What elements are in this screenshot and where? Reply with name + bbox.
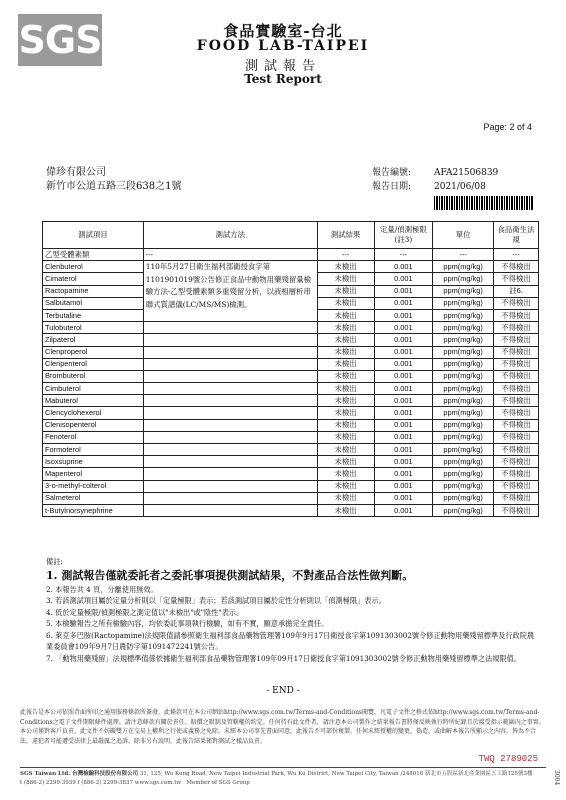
note-7: 7. 「動物用藥殘留」法規標準值係依據衛生福利部食品藥物管理署109年09月17日衛授食字第1091303002號令修正動物用藥殘留標準之法規限值。 bbox=[46, 653, 522, 663]
limit-value: 0.001 bbox=[374, 468, 433, 480]
limit-value: 0.001 bbox=[374, 285, 433, 297]
note-3: 3. 若該測試項目屬於定量分析則以「定量極限」表示；若該測試項目屬於定性分析則以「偵測極限」表示。 bbox=[46, 596, 386, 605]
law-value: 不得檢出 bbox=[494, 334, 539, 346]
limit-value: 0.001 bbox=[374, 322, 433, 334]
item-name: Fenoterol bbox=[43, 431, 144, 443]
limit-value: 0.001 bbox=[374, 419, 433, 431]
law-value: 不得檢出 bbox=[494, 261, 539, 273]
unit-value: ppm(mg/kg) bbox=[433, 370, 494, 382]
result-value: 未檢出 bbox=[317, 407, 374, 419]
unit-value: ppm(mg/kg) bbox=[433, 297, 494, 309]
item-name: Clencyclohexerol bbox=[43, 407, 144, 419]
item-name: Formoterol bbox=[43, 444, 144, 456]
footer-tel: t (886-2) 2299-3939 f (886-2) 2299-3837 www.sgs.com.tw bbox=[20, 780, 182, 786]
client-block bbox=[46, 166, 181, 194]
limit-value: 0.001 bbox=[374, 297, 433, 309]
table-row bbox=[43, 346, 539, 358]
method-cell bbox=[143, 419, 317, 431]
unit-value: ppm(mg/kg) bbox=[433, 334, 494, 346]
law-value: 不得檢出 bbox=[494, 407, 539, 419]
method-text: 110年5月27日衛生福利部衛授食字第1101901019號公告修正食品中動物用藥殘留量檢驗方法-乙型受體素類多重殘留分析，以液相層析串聯式質譜儀(LC/MS/MS)檢測。 bbox=[143, 261, 317, 322]
item-name: Mabuterol bbox=[43, 395, 144, 407]
result-value: 未檢出 bbox=[317, 492, 374, 504]
item-name: Salbutamol bbox=[43, 297, 144, 309]
result-value: 未檢出 bbox=[317, 334, 374, 346]
side-code: 3004 bbox=[553, 770, 560, 786]
law-value: 註6. bbox=[494, 285, 539, 297]
unit-value: ppm(mg/kg) bbox=[433, 444, 494, 456]
result-value: 未檢出 bbox=[317, 444, 374, 456]
law-value: 不得檢出 bbox=[494, 297, 539, 309]
barcode bbox=[434, 196, 534, 210]
table-row bbox=[43, 444, 539, 456]
limit-value: 0.001 bbox=[374, 346, 433, 358]
law-value: 不得檢出 bbox=[494, 358, 539, 370]
unit-value: ppm(mg/kg) bbox=[433, 468, 494, 480]
item-name: Tulobuterol bbox=[43, 322, 144, 334]
result-value: 未檢出 bbox=[317, 358, 374, 370]
method-cell bbox=[143, 395, 317, 407]
item-name: Mapenterol bbox=[43, 468, 144, 480]
footer-disclaimer: 此報告是本公司依照背面所印之通用服務條款所簽發，此條款可在本公司網站http://www.sgs.com.tw/Terms-and-Conditions閱覽，凡電子文件之格式依http://www.sgs.com.tw/Terms-and-Conditions之電子文件期限條件處理。請注意條款有關於責任、賠償之限制及管轄權的約定。任何持有此文件者，請注意本公司製作之結果報告書將僅反映執行時所紀錄且於接受指示範圍內之事實。本公司僅對客戶負責，此文件不妨礙雙方在交易上權利之行使或義務之免除。未經本公司事先書面同意，此報告不可部份複製。任何未經授權的變更、偽造、或曲解本報告所顯示之內容，皆為不合法，違犯者可能遭受法律上最嚴厲之追訴。除非另有說明，此報告結果僅對測試之樣品負責。 bbox=[20, 709, 545, 745]
results-table bbox=[42, 221, 539, 517]
method-cell bbox=[143, 504, 317, 516]
result-value: 未檢出 bbox=[317, 456, 374, 468]
footer-address: 31, 125, Wu Kung Road, New Taipei Industrial Park, Wu Ku District, New Taipei City, Taiwan /248016 新北市五股區新北產業園區五工路125號3樓 bbox=[139, 771, 533, 777]
limit-value: 0.001 bbox=[374, 370, 433, 382]
law-value: 不得檢出 bbox=[494, 419, 539, 431]
item-name: Cimaterol bbox=[43, 273, 144, 285]
result-value: 未檢出 bbox=[317, 419, 374, 431]
limit-value: 0.001 bbox=[374, 395, 433, 407]
method-cell bbox=[143, 444, 317, 456]
method-cell bbox=[143, 334, 317, 346]
unit-value: ppm(mg/kg) bbox=[433, 431, 494, 443]
result-value: 未檢出 bbox=[317, 285, 374, 297]
method-cell bbox=[143, 370, 317, 382]
client-address: 新竹市公道五路三段638之1號 bbox=[46, 181, 182, 192]
col-law: 食品衛生法規 bbox=[494, 222, 539, 249]
limit-value: 0.001 bbox=[374, 492, 433, 504]
result-value: 未檢出 bbox=[317, 383, 374, 395]
law-value: 不得檢出 bbox=[494, 431, 539, 443]
group-name: 乙型受體素類 bbox=[43, 249, 144, 261]
unit-value: ppm(mg/kg) bbox=[433, 419, 494, 431]
result-value: 未檢出 bbox=[317, 480, 374, 492]
table-row bbox=[43, 395, 539, 407]
method-cell bbox=[143, 468, 317, 480]
item-name: Terbutaline bbox=[43, 309, 144, 321]
result-value: 未檢出 bbox=[317, 309, 374, 321]
method-cell bbox=[143, 407, 317, 419]
unit-value: ppm(mg/kg) bbox=[433, 407, 494, 419]
table-row bbox=[43, 383, 539, 395]
unit-value: ppm(mg/kg) bbox=[433, 492, 494, 504]
item-name: Clenproperol bbox=[43, 346, 144, 358]
sgs-logo: SGS bbox=[18, 14, 102, 66]
note-6: 6. 萊克多巴胺(Ractopamine)法規限值請參照衛生福利部食品藥物管理署109年9月17日衛授食字第1091303002號令修正動物用藥殘留標準及行政院農業委員會109年9月7日農防字第1091472241號公告。 bbox=[46, 630, 535, 651]
item-name: Ractopamine bbox=[43, 285, 144, 297]
item-name: Brombuterol bbox=[43, 370, 144, 382]
footer-member: Member of SGS Group bbox=[186, 780, 250, 786]
table-row bbox=[43, 468, 539, 480]
limit-value: 0.001 bbox=[374, 480, 433, 492]
method-cell bbox=[143, 480, 317, 492]
item-name: Cimbuterol bbox=[43, 383, 144, 395]
law-value: 不得檢出 bbox=[494, 395, 539, 407]
table-row bbox=[43, 492, 539, 504]
law-value: 不得檢出 bbox=[494, 370, 539, 382]
report-title-en: Test Report bbox=[244, 72, 322, 86]
lab-title-zh: 食品實驗室-台北 bbox=[223, 22, 343, 40]
result-value: 未檢出 bbox=[317, 261, 374, 273]
unit-value: ppm(mg/kg) bbox=[433, 322, 494, 334]
footer-contact bbox=[20, 767, 546, 788]
report-date: 2021/06/08 bbox=[434, 182, 486, 192]
table-row bbox=[43, 504, 539, 516]
report-no-label: 報告編號: bbox=[372, 168, 412, 178]
item-name: 3-o-methyl-colterol bbox=[43, 480, 144, 492]
report-no: AFA21506839 bbox=[434, 168, 499, 178]
col-unit: 單位 bbox=[433, 222, 494, 249]
limit-value: 0.001 bbox=[374, 261, 433, 273]
col-result: 測試結果 bbox=[317, 222, 374, 249]
law-value: 不得檢出 bbox=[494, 456, 539, 468]
page-number: Page: 2 of 4 bbox=[483, 122, 532, 132]
law-value: 不得檢出 bbox=[494, 383, 539, 395]
table-row bbox=[43, 480, 539, 492]
table-row bbox=[43, 431, 539, 443]
law-value: 不得檢出 bbox=[494, 346, 539, 358]
unit-value: ppm(mg/kg) bbox=[433, 395, 494, 407]
law-value: 不得檢出 bbox=[494, 468, 539, 480]
result-value: 未檢出 bbox=[317, 431, 374, 443]
col-item: 測試項目 bbox=[43, 222, 144, 249]
law-value: 不得檢出 bbox=[494, 444, 539, 456]
unit-value: ppm(mg/kg) bbox=[433, 273, 494, 285]
unit-value: ppm(mg/kg) bbox=[433, 346, 494, 358]
item-name: t-Butylnorsynephrine bbox=[43, 504, 144, 516]
note-4: 4. 低於定量極限/偵測極限之測定值以"未檢出"或"陰性"表示。 bbox=[46, 607, 244, 617]
item-name: Salmeterol bbox=[43, 492, 144, 504]
unit-value: ppm(mg/kg) bbox=[433, 261, 494, 273]
unit-value: ppm(mg/kg) bbox=[433, 358, 494, 370]
table-row bbox=[43, 407, 539, 419]
result-value: 未檢出 bbox=[317, 322, 374, 334]
result-value: 未檢出 bbox=[317, 297, 374, 309]
table-header-row bbox=[43, 222, 539, 249]
unit-value: ppm(mg/kg) bbox=[433, 285, 494, 297]
limit-value: 0.001 bbox=[374, 334, 433, 346]
item-name: Zilpaterol bbox=[43, 334, 144, 346]
method-cell bbox=[143, 431, 317, 443]
notes-label: 備註: bbox=[46, 557, 63, 566]
result-value: 未檢出 bbox=[317, 395, 374, 407]
law-value: 不得檢出 bbox=[494, 309, 539, 321]
client-name: 偉珍有限公司 bbox=[46, 167, 106, 178]
note-2: 2. 本報告共 4 頁，分離使用無效。 bbox=[46, 584, 158, 594]
table-row bbox=[43, 261, 539, 273]
unit-value: ppm(mg/kg) bbox=[433, 383, 494, 395]
method-cell bbox=[143, 383, 317, 395]
item-name: Clenpenterol bbox=[43, 358, 144, 370]
law-value: 不得檢出 bbox=[494, 480, 539, 492]
limit-value: 0.001 bbox=[374, 431, 433, 443]
notes bbox=[46, 556, 536, 664]
table-row bbox=[43, 370, 539, 382]
limit-value: 0.001 bbox=[374, 444, 433, 456]
method-cell bbox=[143, 346, 317, 358]
table-row bbox=[43, 358, 539, 370]
table-row bbox=[43, 334, 539, 346]
table-row bbox=[43, 419, 539, 431]
col-method: 測試方法 bbox=[143, 222, 317, 249]
limit-value: 0.001 bbox=[374, 309, 433, 321]
table-row bbox=[43, 456, 539, 468]
item-name: Clenbuterol bbox=[43, 261, 144, 273]
serial-stamp: TWQ 2789025 bbox=[478, 754, 538, 764]
law-value: 不得檢出 bbox=[494, 504, 539, 516]
footer-company: SGS Taiwan Ltd. 台灣檢驗科技股份有限公司 bbox=[20, 771, 139, 777]
unit-value: ppm(mg/kg) bbox=[433, 309, 494, 321]
limit-value: 0.001 bbox=[374, 383, 433, 395]
limit-value: 0.001 bbox=[374, 273, 433, 285]
end-marker: - END - bbox=[266, 686, 300, 696]
report-info bbox=[372, 166, 498, 194]
limit-value: 0.001 bbox=[374, 504, 433, 516]
unit-value: ppm(mg/kg) bbox=[433, 456, 494, 468]
result-value: 未檢出 bbox=[317, 346, 374, 358]
result-value: 未檢出 bbox=[317, 504, 374, 516]
unit-value: ppm(mg/kg) bbox=[433, 504, 494, 516]
item-name: Clenisopenterol bbox=[43, 419, 144, 431]
method-cell bbox=[143, 358, 317, 370]
note-5: 5. 本檢驗報告之所有檢驗內容，均依委託事項執行檢驗，如有不實，願意承擔完全責任。 bbox=[46, 619, 329, 628]
law-value: 不得檢出 bbox=[494, 273, 539, 285]
col-limit: 定量/偵測極限(註3) bbox=[374, 222, 433, 249]
limit-value: 0.001 bbox=[374, 358, 433, 370]
method-cell bbox=[143, 322, 317, 334]
result-value: 未檢出 bbox=[317, 273, 374, 285]
unit-value: ppm(mg/kg) bbox=[433, 480, 494, 492]
law-value: 不得檢出 bbox=[494, 322, 539, 334]
result-value: 未檢出 bbox=[317, 370, 374, 382]
method-cell bbox=[143, 492, 317, 504]
note-1: 1. 測試報告僅就委託者之委託事項提供測試結果，不對產品合法性做判斷。 bbox=[46, 568, 414, 582]
limit-value: 0.001 bbox=[374, 407, 433, 419]
result-value: 未檢出 bbox=[317, 468, 374, 480]
group-row: 乙型受體素類 --- --- --- --- --- bbox=[43, 249, 539, 261]
item-name: Isoxsuprine bbox=[43, 456, 144, 468]
report-title-zh: 測試報告 bbox=[244, 59, 321, 74]
law-value: 不得檢出 bbox=[494, 492, 539, 504]
method-cell bbox=[143, 456, 317, 468]
table-row bbox=[43, 322, 539, 334]
lab-title-en: FOOD LAB-TAIPEI bbox=[196, 38, 370, 54]
limit-value: 0.001 bbox=[374, 456, 433, 468]
report-date-label: 報告日期: bbox=[372, 182, 412, 192]
